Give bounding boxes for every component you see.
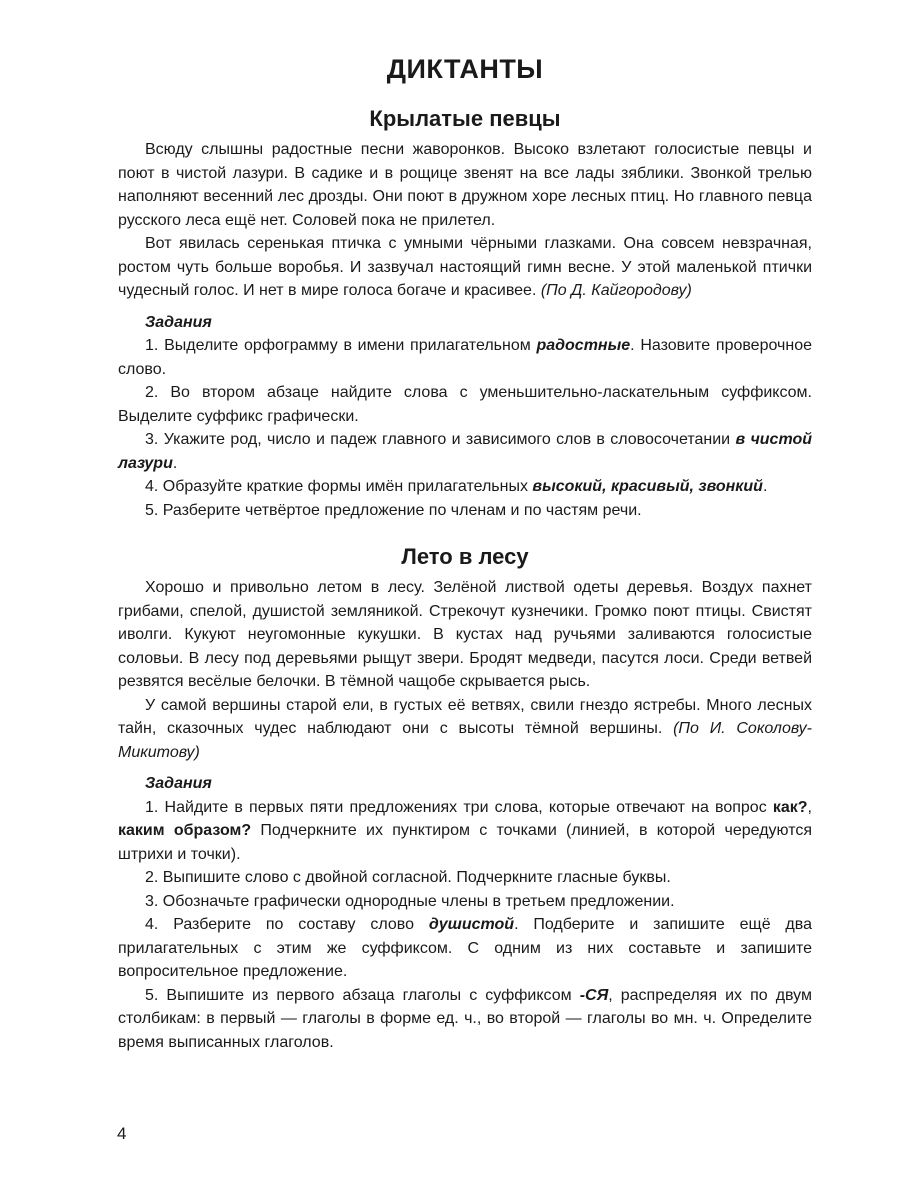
section-title: Лето в лесу [401, 544, 529, 569]
task-item [118, 796, 812, 867]
paragraph [118, 232, 812, 303]
task-emphasis: радостные [536, 337, 631, 354]
dictation-section-2 [118, 542, 812, 1054]
task-text: 1. Найдите в первых пяти предложениях три слова, которые отвечают на вопрос [145, 798, 773, 816]
page-content [118, 52, 812, 1054]
task-item [118, 499, 812, 523]
task-text: . [172, 454, 178, 472]
task-text: 1. Выделите орфограмму в имени прилагательном [145, 337, 537, 354]
section-title: Крылатые певцы [369, 106, 561, 131]
task-emphasis: в чистой лазури [118, 431, 813, 472]
task-text: 4. Образуйте краткие формы имён прилагательных [145, 478, 533, 495]
task-item [118, 381, 812, 428]
attribution: (По Д. Кайгородову) [540, 282, 692, 299]
task-emphasis: каким образом? [118, 822, 252, 839]
task-text: 5. Выпишите из первого абзаца глаголы с суффиксом [145, 986, 580, 1004]
page-number: 4 [117, 1124, 127, 1143]
task-text: 3. Укажите род, число и падеж главного и зависимого слов в словосочетании [145, 431, 736, 448]
task-item [118, 475, 812, 499]
task-text: 5. Разберите четвёртое предложение по членам и по частям речи. [145, 501, 642, 519]
task-text: , распределяя их по двум столбикам: в первый — глаголы в форме ед. ч., во второй — глаголы во мн. ч. Определите время выписанных глаголов. [118, 986, 812, 1051]
page-heading: ДИКТАНТЫ [386, 54, 544, 84]
attribution: (По И. Соколову-Микитову) [118, 720, 813, 761]
task-item: 2. Выпишите слово с двойной согласной. Подчеркните гласные буквы. [145, 869, 671, 886]
task-text: 4. Разберите по составу слово [145, 916, 429, 933]
task-item: 3. Обозначьте графически однородные члены в третьем предложении. [145, 892, 675, 910]
tasks-label: Задания [145, 775, 212, 792]
task-text: , [807, 798, 812, 816]
paragraph-text: У самой вершины старой ели, в густых её ветвях, свили гнездо ястребы. Много лесных тайн, сказочных чудес наблюдают они с высоты тёмной вершины. [118, 696, 812, 737]
task-item [118, 334, 812, 381]
task-text: 2. Во втором абзаце найдите слова с уменьшительно-ласкательным суффиксом. Выделите суффикс графически. [118, 384, 812, 425]
paragraph: Хорошо и привольно летом в лесу. Зелёной листвой одеты деревья. Воздух пахнет грибами, спелой, душистой земляникой. Стрекочут кузнечики. Громко поют птицы. Свистят иволги. Кукуют неугомонные кукушки. В кустах над ручьями заливаются голосистые соловьи. В лесу под деревьями рыщут звери. Бродят медведи, пасутся лоси. Среди ветвей резвятся весёлые белочки. В тёмной чащобе скрывается рысь. [118, 579, 812, 690]
task-text: Подчеркните их пунктиром с точками (линией, в которой чередуются штрихи и точки). [118, 822, 813, 863]
task-emphasis: душистой [428, 916, 515, 933]
tasks-label: Задания [145, 313, 212, 331]
task-item [118, 913, 812, 984]
task-item [118, 984, 812, 1055]
task-text: . [762, 478, 768, 495]
paragraph-text: Вот явилась серенькая птичка с умными чёрными глазками. Она совсем невзрачная, ростом чуть больше воробья. И зазвучал настоящий гимн весне. У этой маленькой птички чудесный голос. И нет в мире голоса богаче и красивее. [118, 235, 812, 299]
task-item [118, 428, 812, 475]
task-text: . Назовите проверочное слово. [118, 337, 812, 378]
task-emphasis: -СЯ [579, 986, 609, 1004]
task-text: . Подберите и запишите ещё два прилагательных с этим же суффиксом. С одним из них составьте и запишите вопросительное предложение. [118, 916, 812, 980]
task-emphasis: высокий, красивый, звонкий [532, 478, 763, 495]
task-emphasis: как? [772, 798, 808, 816]
paragraph [118, 694, 812, 765]
paragraph: Всюду слышны радостные песни жаворонков. Высоко взлетают голосистые певцы и поют в чистой лазури. В садике и в рощице звенят на все лады зяблики. Звонкой трелью наполняют весенний лес дрозды. Они поют в дружном хоре лесных птиц. Но главного певца русского леса ещё нет. Соловей пока не прилетел. [118, 141, 812, 229]
dictation-section-1 [118, 104, 812, 522]
